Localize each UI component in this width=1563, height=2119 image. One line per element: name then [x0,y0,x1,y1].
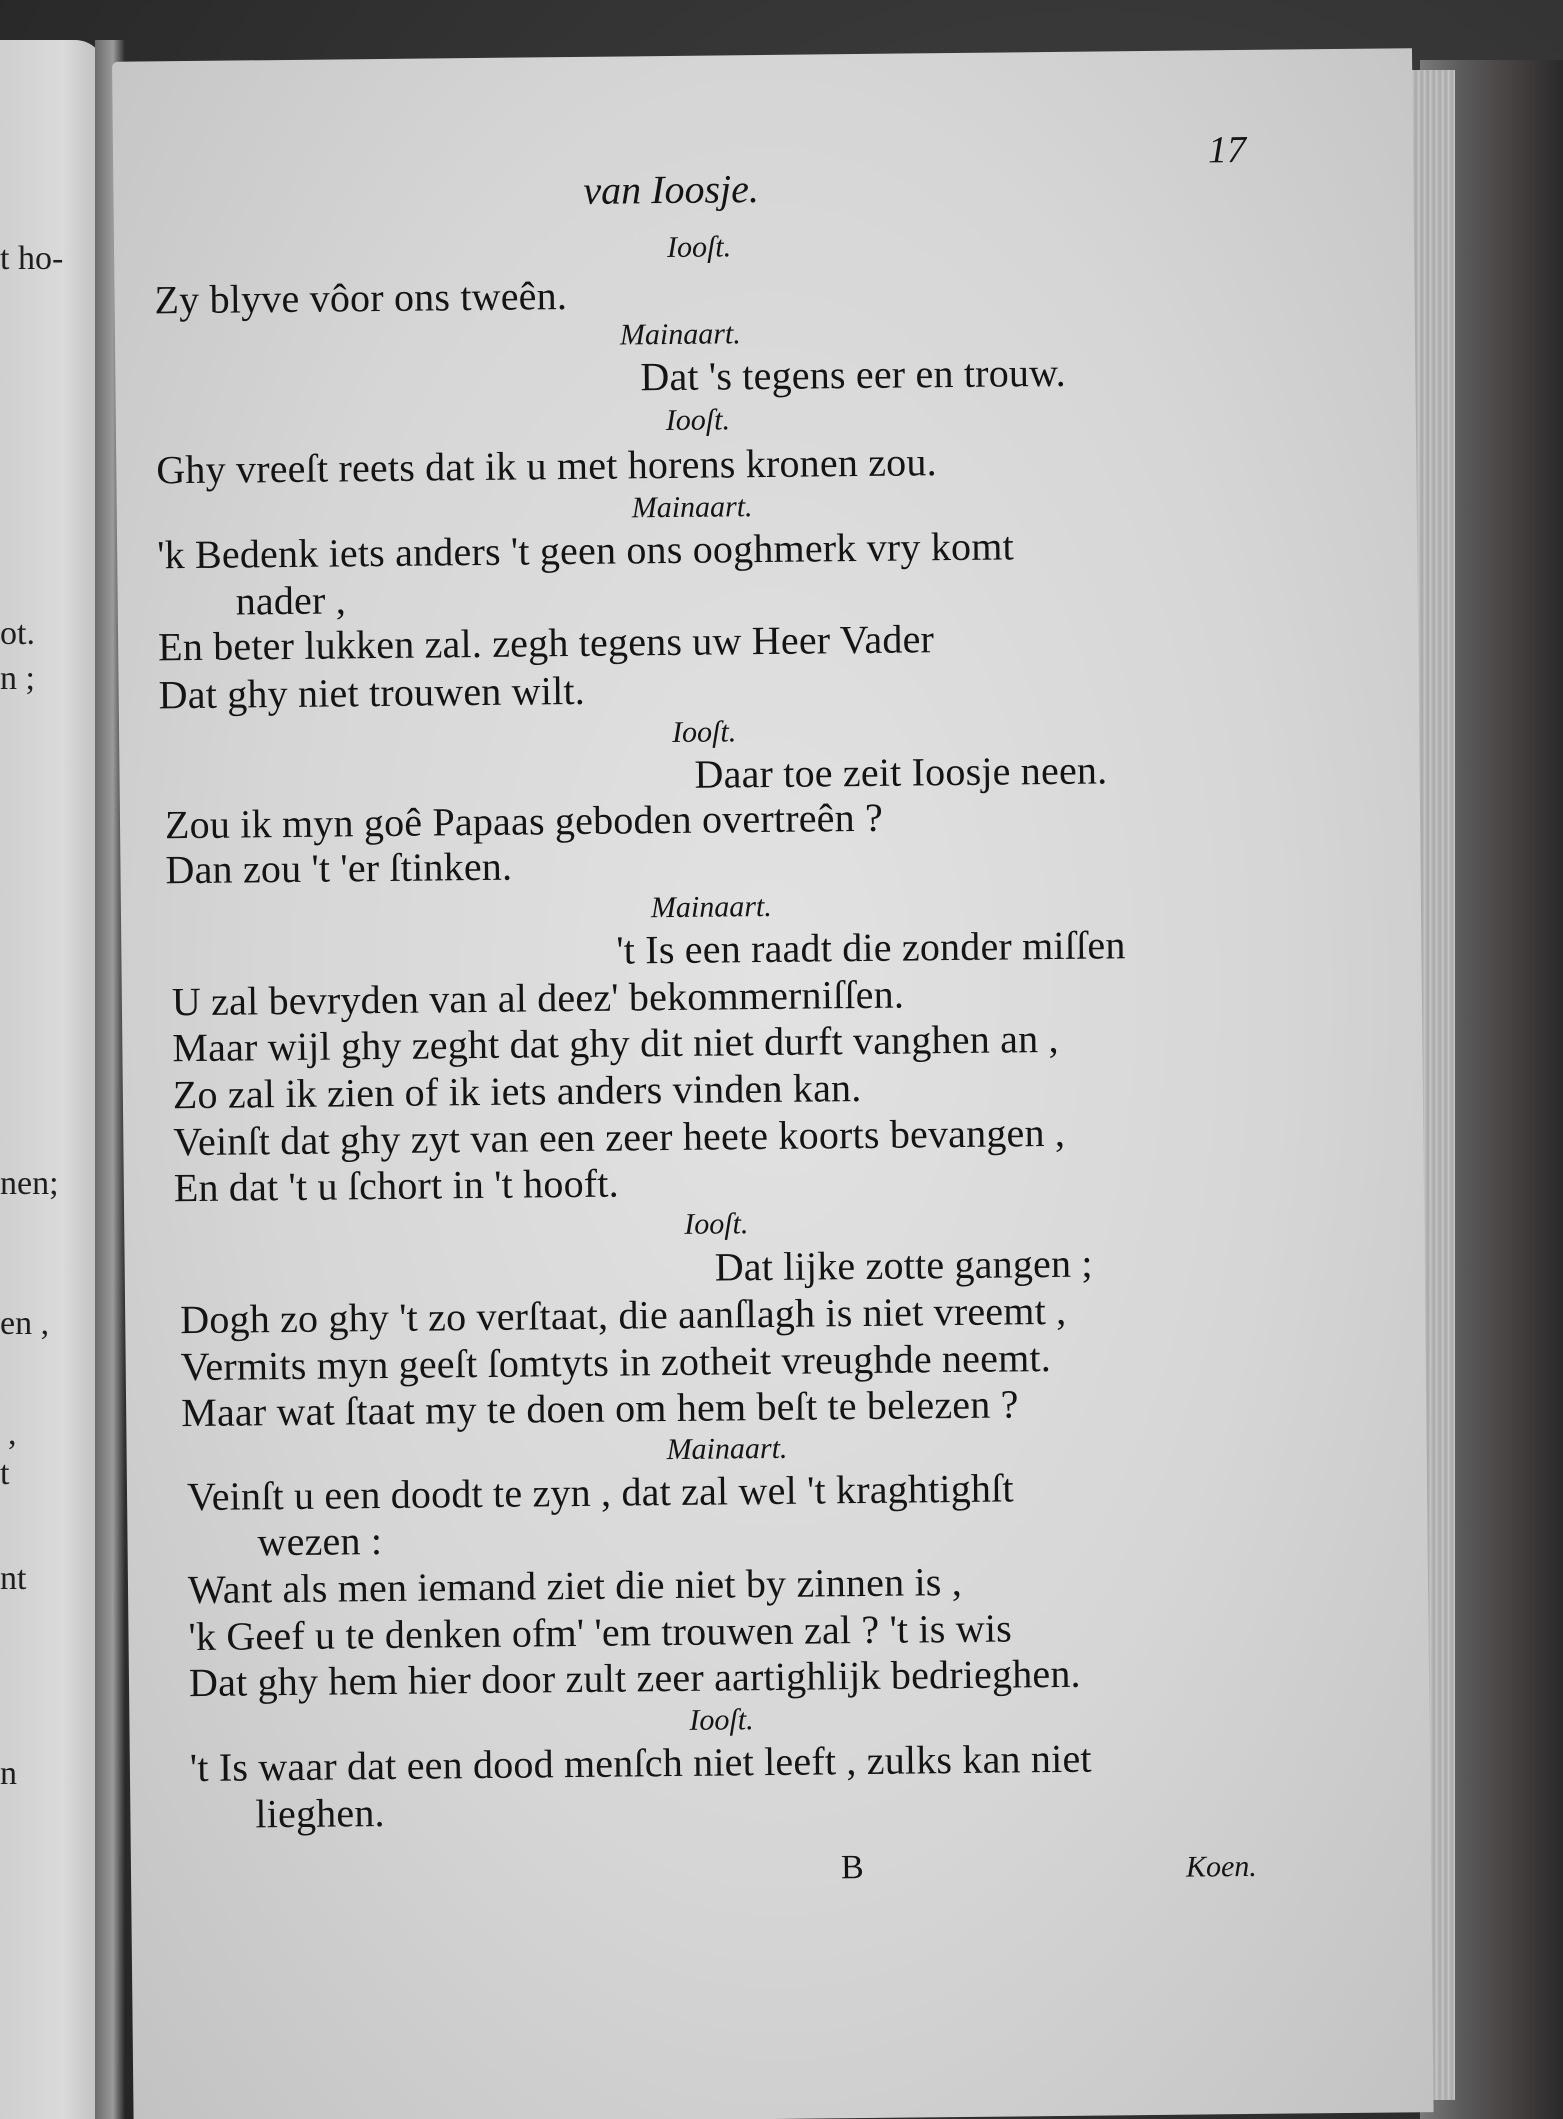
left-fragment: nt [0,1560,27,1597]
verse-line: 'k Bedenk iets anders 't geen ons ooghmerk vry komt [156,523,1015,578]
page-number: 17 [1207,128,1247,172]
left-fragment: nen; [0,1165,59,1202]
verse-line: En beter lukken zal. zegh tegens uw Heer Vader [157,616,935,670]
left-fragment: , [8,1415,17,1452]
verse-line: Maar wijl ghy zeght dat ghy dit niet durft vanghen an , [172,1015,1059,1071]
verse-line: Daar toe zeit Ioosje neen. [694,747,1108,797]
speaker-label: Mainaart. [666,1431,788,1467]
verse-line: Ghy vreeſt reets dat ik u met horens kronen zou. [156,439,937,493]
verse-line: Veinſt dat ghy zyt van een zeer heete koorts bevangen , [173,1109,1066,1165]
left-fragment: en , [0,1305,50,1342]
verse-line: 't Is waar dat een dood menſch niet leeft , zulks kan niet [189,1735,1092,1791]
verse-line: Dat 's tegens eer en trouw. [640,349,1066,400]
speaker-label: Iooſt. [671,715,737,749]
verse-line: 'k Geef u te denken ofm' 'em trouwen zal ? 't is wis [188,1605,1013,1660]
left-fragment: n ; [0,660,35,697]
running-head: van Ioosje. [583,166,760,213]
speaker-label: Mainaart. [650,889,772,925]
speaker-label: Mainaart. [619,317,741,352]
verse-line: Maar wat ſtaat my te doen om hem beſt te belezen ? [180,1381,1019,1436]
left-fragment: ot. [0,615,35,652]
speaker-label: Mainaart. [631,490,753,525]
verse-line: nader , [235,577,347,624]
left-fragment: n [0,1755,17,1792]
left-facing-page [0,40,105,2119]
verse-line: En dat 't u ſchort in 't hooft. [173,1160,620,1211]
verse-line: 't Is een raadt die zonder miſſen [616,922,1126,973]
verse-line: Dat lijke zotte gangen ; [714,1240,1093,1290]
verse-line: Dat ghy niet trouwen wilt. [158,667,586,718]
signature-mark: B [840,1849,864,1887]
verse-line: wezen : [257,1518,383,1565]
speaker-label: Iooſt. [684,1207,749,1241]
left-fragment: t ho- [0,240,64,277]
speaker-label: Iooſt. [689,1703,754,1737]
verse-line: Zou ik myn goê Papaas geboden overtreên ? [164,794,884,848]
speaker-label: Iooſt. [665,403,731,438]
verse-line: Want als men iemand ziet die niet by zinnen is , [187,1558,963,1613]
verse-line: Zy blyve vôor ons tweên. [154,273,568,323]
speaker-label: Iooſt. [666,230,732,265]
right-page [112,48,1434,2119]
verse-line: Vermits myn geeſt ſomtyts in zotheit vreughde neemt. [180,1335,1052,1390]
verse-line: Veinſt u een doodt te zyn , dat zal wel 't kraghtighſt [186,1465,1014,1520]
verse-line: Dogh zo ghy 't zo verſtaat, die aanſlagh is niet vreemt , [179,1287,1067,1343]
verse-line: lieghen. [255,1790,385,1837]
left-fragment: t [0,1455,10,1492]
catchword: Koen. [1185,1849,1257,1884]
verse-line: Zo zal ik zien of ik iets anders vinden kan. [172,1065,862,1118]
verse-line: U zal bevryden van al deez' bekommerniſſen. [171,971,905,1025]
verse-line: Dan zou 't 'er ſtinken. [165,843,513,893]
verse-line: Dat ghy hem hier door zult zeer aartighlijk bedrieghen. [188,1650,1081,1706]
